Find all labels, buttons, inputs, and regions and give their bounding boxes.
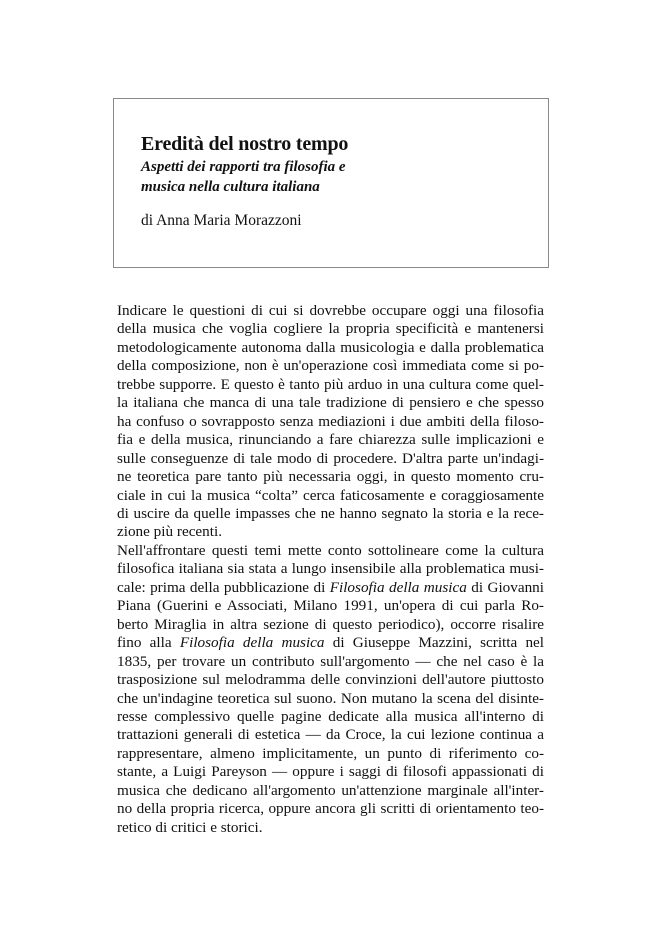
text-line: ha confuso o sovrapposto senza mediazioni i due ambiti della filoso- xyxy=(117,412,544,430)
text-line: Nell'affrontare questi temi mette conto sottolineare come la cultura xyxy=(117,541,544,559)
text-line: berto Miraglia in altra sezione di questo periodico), occorre risalire xyxy=(117,615,544,633)
text-line: filosofica italiana sia stata a lungo insensibile alla problematica musi- xyxy=(117,560,544,578)
text-line: trasposizione sul melodramma delle convinzioni dell'autore piuttosto xyxy=(117,671,544,689)
text-line: Piana (Guerini e Associati, Milano 1991, un'opera di cui parla Ro- xyxy=(117,597,544,615)
text-line: zione più recenti. xyxy=(117,523,222,541)
article-body xyxy=(117,302,544,837)
text-line: di uscire da quelle impasses che ne hanno segnato la storia e la rece- xyxy=(117,504,544,522)
text-line: 1835, per trovare un contributo sull'argomento — che nel caso è la xyxy=(117,652,544,670)
article-author: di Anna Maria Morazzoni xyxy=(141,212,302,229)
text-line: ciale in cui la musica “colta” cerca faticosamente e coraggiosamente xyxy=(117,486,544,504)
text-line: fia e della musica, rinunciando a fare chiarezza sulle implicazioni e xyxy=(117,431,544,449)
text-line: della composizione, non è un'operazione così immediata come si po- xyxy=(117,357,544,375)
subtitle-line: musica nella cultura italiana xyxy=(141,179,320,195)
text-line: Indicare le questioni di cui si dovrebbe occupare oggi una filosofia xyxy=(117,302,544,319)
book-title: Filosofia della musica xyxy=(179,634,325,652)
text-line xyxy=(117,634,544,652)
text-line: che un'indagine teoretica sul suono. Non mutano la scena del disinte- xyxy=(117,689,544,707)
title-box xyxy=(113,98,549,268)
text-line: trebbe supporre. E questo è tanto più arduo in una cultura come quel- xyxy=(117,375,544,393)
text-line: della musica che voglia cogliere la propria specificità e mantenersi xyxy=(117,320,544,338)
text-line: retico di critici e storici. xyxy=(117,818,263,836)
text-line: ne teoretica pare tanto più necessaria oggi, in questo momento cru- xyxy=(117,468,544,486)
text-line: sulle conseguenze di tale modo di procedere. D'altra parte un'indagi- xyxy=(117,449,544,467)
text-line: la italiana che manca di una tale tradizione di pensiero e che spesso xyxy=(117,394,544,412)
text-line: rappresentare, almeno implicitamente, un punto di riferimento co- xyxy=(117,744,544,762)
text-line: trattazioni generali di estetica — da Croce, la cui lezione continua a xyxy=(117,726,544,744)
paragraph-1 xyxy=(117,302,544,542)
paragraph-2 xyxy=(117,542,544,837)
article-title: Eredità del nostro tempo xyxy=(141,133,349,155)
text-fragment: di Giovanni xyxy=(466,578,544,596)
text-line: no della propria ricerca, oppure ancora gli scritti di orientamento teo- xyxy=(117,800,544,818)
subtitle-line: Aspetti dei rapporti tra filosofia e xyxy=(141,159,346,175)
text-line: stante, a Luigi Pareyson — oppure i saggi di filosofi appassionati di xyxy=(117,763,544,781)
text-line: metodologicamente autonoma dalla musicologia e dalla problematica xyxy=(117,338,544,356)
text-fragment: cale: prima della pubblicazione di xyxy=(117,578,330,596)
text-fragment: fino alla xyxy=(117,634,180,652)
text-line: resse complessivo quelle pagine dedicate alla musica all'interno di xyxy=(117,707,544,725)
book-title: Filosofia della musica xyxy=(329,578,467,596)
article-subtitle xyxy=(141,157,528,197)
text-fragment: di Giuseppe Mazzini, scritta nel xyxy=(324,634,544,652)
text-line: musica che dedicano all'argomento un'attenzione marginale all'inter- xyxy=(117,781,544,799)
text-line xyxy=(117,579,544,597)
